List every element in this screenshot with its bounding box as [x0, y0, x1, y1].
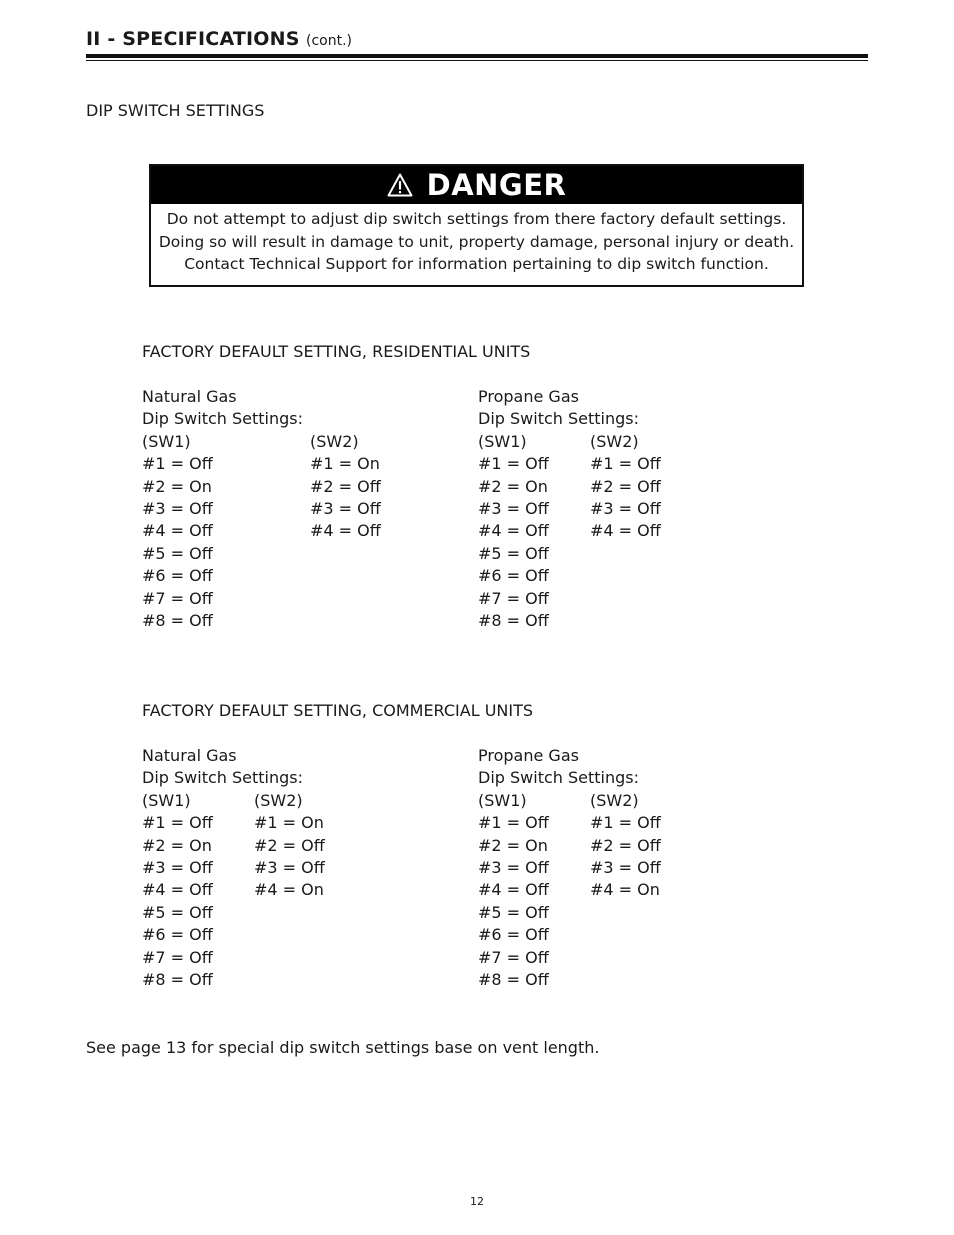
danger-line: Doing so will result in damage to unit, property damage, personal injury or death. — [158, 232, 795, 251]
sw1-setting: #5 = Off — [478, 543, 549, 563]
sw2-setting: #2 = Off — [310, 476, 381, 496]
sw2-setting: #1 = On — [254, 813, 324, 833]
sw2-setting: #3 = Off — [310, 498, 381, 518]
header-rule-thin — [86, 60, 868, 61]
page-number: 12 — [470, 1195, 484, 1208]
sw1-setting: #3 = Off — [478, 498, 549, 518]
sw2-setting: #1 = On — [310, 454, 380, 474]
sw1-setting: #6 = Off — [142, 566, 213, 586]
sw1-setting: #5 = Off — [478, 902, 549, 922]
sw2-header: (SW2) — [310, 431, 359, 451]
gas-type: Propane Gas — [478, 387, 579, 406]
commercial-natural-sw2 — [254, 790, 325, 902]
sw1-setting: #1 = Off — [478, 813, 549, 833]
sw1-setting: #7 = Off — [142, 588, 213, 608]
sw1-setting: #2 = On — [142, 835, 212, 855]
sw1-setting: #8 = Off — [142, 969, 213, 989]
sw2-setting: #1 = Off — [590, 454, 661, 474]
danger-title: DANGER — [426, 168, 567, 202]
sw1-setting: #2 = On — [142, 476, 212, 496]
sw2-setting: #4 = On — [254, 880, 324, 900]
sw1-header: (SW1) — [142, 790, 191, 810]
sw1-setting: #3 = Off — [142, 498, 213, 518]
dip-switch-label: Dip Switch Settings: — [478, 409, 640, 429]
sw1-header: (SW1) — [478, 790, 527, 810]
sw1-setting: #2 = On — [478, 835, 548, 855]
sw1-setting: #1 = Off — [142, 813, 213, 833]
sw2-header: (SW2) — [590, 790, 639, 810]
gas-type: Propane Gas — [478, 746, 579, 765]
sw1-setting: #7 = Off — [478, 947, 549, 967]
sw2-header: (SW2) — [254, 790, 303, 810]
sw1-setting: #3 = Off — [478, 857, 549, 877]
dip-switch-label: Dip Switch Settings: — [478, 768, 640, 788]
sw1-setting: #4 = Off — [142, 880, 213, 900]
sw1-header: (SW1) — [142, 431, 191, 451]
sw2-setting: #3 = Off — [590, 857, 661, 877]
sw2-header: (SW2) — [590, 431, 639, 451]
danger-line: Do not attempt to adjust dip switch settings from there factory default settings. — [166, 210, 787, 228]
sw1-setting: #6 = Off — [478, 566, 549, 586]
sw1-setting: #4 = Off — [478, 521, 549, 541]
sw2-setting: #2 = Off — [590, 835, 661, 855]
warning-triangle-icon — [387, 173, 413, 197]
footnote: See page 13 for special dip switch settings base on vent length. — [86, 1038, 600, 1057]
sw1-setting: #1 = Off — [142, 454, 213, 474]
sw1-setting: #1 = Off — [478, 454, 549, 474]
residential-title: FACTORY DEFAULT SETTING, RESIDENTIAL UNITS — [142, 342, 531, 361]
sw1-setting: #6 = Off — [142, 925, 213, 945]
page-title: DIP SWITCH SETTINGS — [86, 101, 265, 120]
sw1-setting: #3 = Off — [142, 857, 213, 877]
danger-message — [151, 204, 802, 276]
danger-box — [149, 164, 804, 287]
sw2-setting: #3 = Off — [254, 857, 325, 877]
danger-line: Contact Technical Support for information pertaining to dip switch function. — [184, 255, 769, 273]
residential-natural-block — [142, 386, 303, 632]
residential-natural-sw2 — [310, 431, 381, 543]
section-header-title: II - SPECIFICATIONS — [86, 28, 300, 50]
sw1-setting: #8 = Off — [478, 610, 549, 630]
commercial-propane-sw2 — [590, 790, 661, 902]
sw1-setting: #4 = Off — [142, 521, 213, 541]
sw1-setting: #4 = Off — [478, 880, 549, 900]
sw1-setting: #7 = Off — [478, 588, 549, 608]
gas-type: Natural Gas — [142, 746, 237, 765]
section-header-cont: (cont.) — [306, 33, 352, 49]
sw2-setting: #4 = Off — [590, 521, 661, 541]
sw2-setting: #2 = Off — [590, 476, 661, 496]
dip-switch-label: Dip Switch Settings: — [142, 768, 304, 788]
sw1-setting: #8 = Off — [478, 969, 549, 989]
sw2-setting: #2 = Off — [254, 835, 325, 855]
commercial-title: FACTORY DEFAULT SETTING, COMMERCIAL UNITS — [142, 701, 534, 720]
sw1-setting: #8 = Off — [142, 610, 213, 630]
sw2-setting: #3 = Off — [590, 498, 661, 518]
sw2-setting: #1 = Off — [590, 813, 661, 833]
sw1-setting: #5 = Off — [142, 902, 213, 922]
residential-propane-sw2 — [590, 431, 661, 543]
sw1-setting: #6 = Off — [478, 925, 549, 945]
sw2-setting: #4 = On — [590, 880, 660, 900]
header-rule-thick — [86, 54, 868, 58]
gas-type: Natural Gas — [142, 387, 237, 406]
sw2-setting: #4 = Off — [310, 521, 381, 541]
sw1-header: (SW1) — [478, 431, 527, 451]
sw1-setting: #7 = Off — [142, 947, 213, 967]
dip-switch-label: Dip Switch Settings: — [142, 409, 304, 429]
sw1-setting: #5 = Off — [142, 543, 213, 563]
sw1-setting: #2 = On — [478, 476, 548, 496]
danger-banner — [151, 166, 802, 204]
